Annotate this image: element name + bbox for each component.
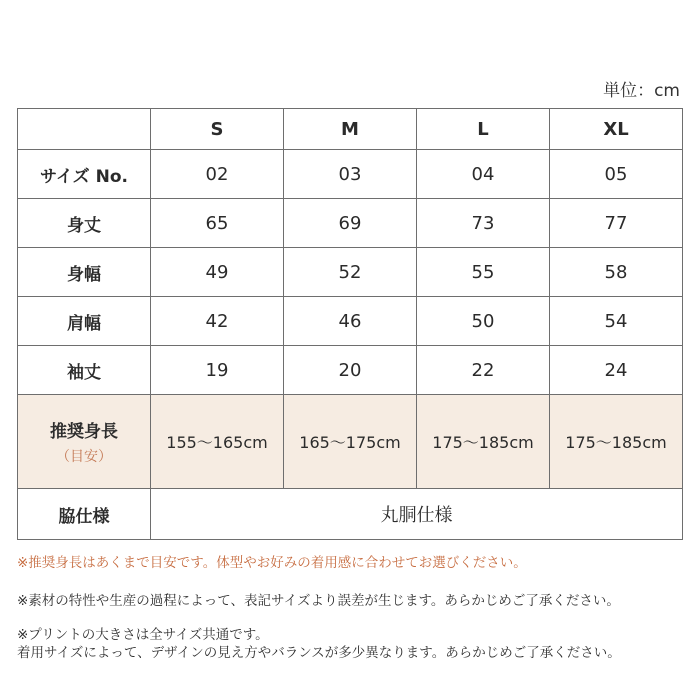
- header-cell-xl: XL: [550, 109, 683, 150]
- unit-label: 単位：cm: [603, 81, 680, 101]
- header-cell-s: S: [151, 109, 284, 150]
- table-cell: 54: [550, 297, 683, 346]
- table-cell: 65: [151, 199, 284, 248]
- note-print-balance: 着用サイズによって、デザインの見え方やバランスが多少異なります。あらかじめご了承ください。: [17, 645, 621, 661]
- header-row: [18, 109, 683, 150]
- table-cell: 58: [550, 248, 683, 297]
- table-cell: 49: [151, 248, 284, 297]
- table-cell: 20: [284, 346, 417, 395]
- table-cell: 52: [284, 248, 417, 297]
- table-cell: 175〜185cm: [417, 395, 550, 489]
- side-spec-value: 丸胴仕様: [151, 489, 683, 540]
- row-label-body-length: 身丈: [18, 199, 151, 248]
- table-cell: 55: [417, 248, 550, 297]
- table-cell: 50: [417, 297, 550, 346]
- table-cell: 175〜185cm: [550, 395, 683, 489]
- table-cell: 03: [284, 150, 417, 199]
- table-cell: 04: [417, 150, 550, 199]
- table-cell: 42: [151, 297, 284, 346]
- row-label-shoulder-width: 肩幅: [18, 297, 151, 346]
- table-cell: 24: [550, 346, 683, 395]
- table-row: [18, 150, 683, 199]
- table-cell: 165〜175cm: [284, 395, 417, 489]
- note-size-tolerance: ※素材の特性や生産の過程によって、表記サイズより誤差が生じます。あらかじめご了承ください。: [17, 593, 620, 609]
- table-row: [18, 297, 683, 346]
- row-label-recommended-height: [18, 395, 151, 489]
- recommended-height-sublabel: （目安）: [56, 449, 112, 466]
- header-cell-m: M: [284, 109, 417, 150]
- note-recommended-height: ※推奨身長はあくまで目安です。体型やお好みの着用感に合わせてお選びください。: [17, 555, 527, 571]
- header-cell-empty: [18, 109, 151, 150]
- recommended-height-label: 推奨身長: [50, 422, 118, 443]
- note-print-size: ※プリントの大きさは全サイズ共通です。: [17, 627, 269, 643]
- table-cell: 05: [550, 150, 683, 199]
- recommended-height-row: [18, 395, 683, 489]
- table-cell: 19: [151, 346, 284, 395]
- table-row: [18, 248, 683, 297]
- side-spec-row: [18, 489, 683, 540]
- table-cell: 77: [550, 199, 683, 248]
- size-table: [17, 108, 683, 540]
- table-cell: 69: [284, 199, 417, 248]
- table-row: [18, 199, 683, 248]
- table-cell: 73: [417, 199, 550, 248]
- row-label-size-no: サイズ No.: [18, 150, 151, 199]
- table-cell: 155〜165cm: [151, 395, 284, 489]
- row-label-side-spec: 脇仕様: [18, 489, 151, 540]
- header-cell-l: L: [417, 109, 550, 150]
- table-row: [18, 346, 683, 395]
- table-cell: 46: [284, 297, 417, 346]
- row-label-sleeve-length: 袖丈: [18, 346, 151, 395]
- table-cell: 02: [151, 150, 284, 199]
- table-cell: 22: [417, 346, 550, 395]
- row-label-body-width: 身幅: [18, 248, 151, 297]
